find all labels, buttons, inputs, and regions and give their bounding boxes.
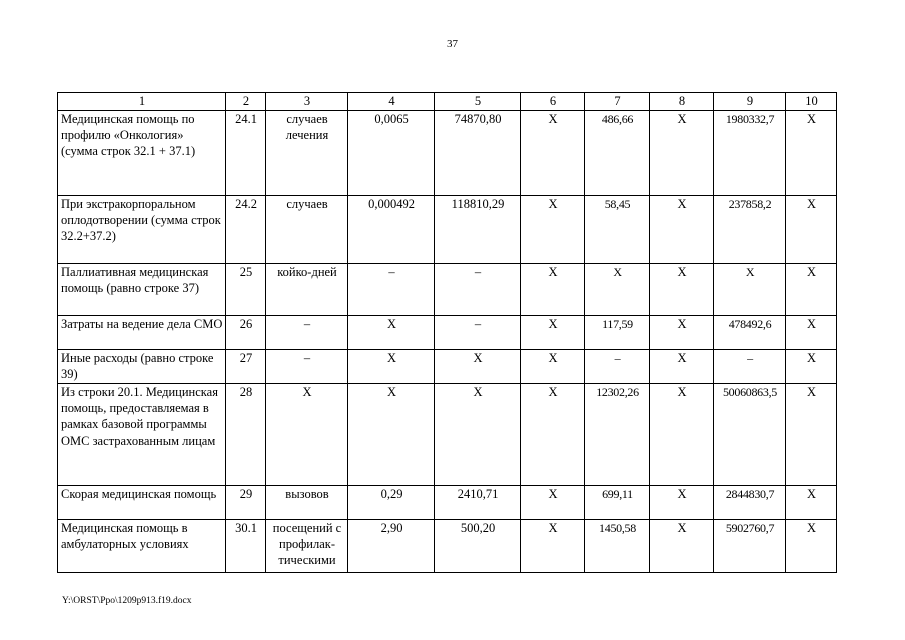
col-10-value: Х bbox=[786, 520, 837, 573]
col-7-value: 486,66 bbox=[585, 111, 650, 196]
column-header: 9 bbox=[714, 93, 786, 111]
unit: – bbox=[266, 350, 348, 384]
col-8-value: Х bbox=[650, 196, 714, 264]
col-10-value: Х bbox=[786, 316, 837, 350]
col-9-value: Х bbox=[714, 264, 786, 316]
row-code: 27 bbox=[226, 350, 266, 384]
col-8-value: Х bbox=[650, 111, 714, 196]
table-row bbox=[58, 264, 837, 316]
col-5-value: 2410,71 bbox=[435, 486, 521, 520]
column-header: 7 bbox=[585, 93, 650, 111]
table-row bbox=[58, 384, 837, 486]
table-row bbox=[58, 316, 837, 350]
col-9-value: 50060863,5 bbox=[714, 384, 786, 486]
col-5-value: 74870,80 bbox=[435, 111, 521, 196]
column-header: 5 bbox=[435, 93, 521, 111]
col-4-value: Х bbox=[348, 384, 435, 486]
column-header: 2 bbox=[226, 93, 266, 111]
col-7-value: 12302,26 bbox=[585, 384, 650, 486]
col-9-value: 1980332,7 bbox=[714, 111, 786, 196]
table-row bbox=[58, 520, 837, 573]
col-9-value: 478492,6 bbox=[714, 316, 786, 350]
col-5-value: – bbox=[435, 264, 521, 316]
col-4-value: Х bbox=[348, 316, 435, 350]
unit: случаев лечения bbox=[266, 111, 348, 196]
row-code: 24.2 bbox=[226, 196, 266, 264]
row-code: 26 bbox=[226, 316, 266, 350]
col-6-value: Х bbox=[521, 486, 585, 520]
col-7-value: – bbox=[585, 350, 650, 384]
column-header: 3 bbox=[266, 93, 348, 111]
col-5-value: 500,20 bbox=[435, 520, 521, 573]
table-header-row bbox=[58, 93, 837, 111]
col-8-value: Х bbox=[650, 520, 714, 573]
col-10-value: Х bbox=[786, 111, 837, 196]
col-9-value: – bbox=[714, 350, 786, 384]
row-code: 24.1 bbox=[226, 111, 266, 196]
table-row bbox=[58, 111, 837, 196]
column-header: 4 bbox=[348, 93, 435, 111]
row-label: Скорая медицинская помощь bbox=[58, 486, 226, 520]
row-label: Иные расходы (равно строке 39) bbox=[58, 350, 226, 384]
col-4-value: – bbox=[348, 264, 435, 316]
col-6-value: Х bbox=[521, 264, 585, 316]
col-5-value: 118810,29 bbox=[435, 196, 521, 264]
col-4-value: 2,90 bbox=[348, 520, 435, 573]
col-7-value: 1450,58 bbox=[585, 520, 650, 573]
col-5-value: Х bbox=[435, 384, 521, 486]
row-label: При экстракорпоральном оплодотворении (сумма строк 32.2+37.2) bbox=[58, 196, 226, 264]
col-7-value: 699,11 bbox=[585, 486, 650, 520]
col-10-value: Х bbox=[786, 384, 837, 486]
unit: – bbox=[266, 316, 348, 350]
col-4-value: 0,000492 bbox=[348, 196, 435, 264]
col-8-value: Х bbox=[650, 316, 714, 350]
col-6-value: Х bbox=[521, 111, 585, 196]
col-9-value: 2844830,7 bbox=[714, 486, 786, 520]
row-label: Из строки 20.1. Медицинская помощь, предоставляемая в рамках базовой программы ОМС застрахованным лицам bbox=[58, 384, 226, 486]
unit: койко-дней bbox=[266, 264, 348, 316]
row-label: Паллиативная медицинская помощь (равно строке 37) bbox=[58, 264, 226, 316]
col-7-value: 117,59 bbox=[585, 316, 650, 350]
col-10-value: Х bbox=[786, 486, 837, 520]
file-path-footer: Y:\ORST\Ppo\1209p913.f19.docx bbox=[62, 596, 192, 606]
table-row bbox=[58, 486, 837, 520]
col-9-value: 237858,2 bbox=[714, 196, 786, 264]
col-4-value: Х bbox=[348, 350, 435, 384]
row-code: 28 bbox=[226, 384, 266, 486]
col-9-value: 5902760,7 bbox=[714, 520, 786, 573]
row-code: 29 bbox=[226, 486, 266, 520]
table-row bbox=[58, 350, 837, 384]
col-10-value: Х bbox=[786, 264, 837, 316]
col-8-value: Х bbox=[650, 264, 714, 316]
col-5-value: – bbox=[435, 316, 521, 350]
column-header: 10 bbox=[786, 93, 837, 111]
unit: посещений с профилак-тическими bbox=[266, 520, 348, 573]
row-code: 30.1 bbox=[226, 520, 266, 573]
table-row bbox=[58, 196, 837, 264]
col-6-value: Х bbox=[521, 520, 585, 573]
col-7-value: 58,45 bbox=[585, 196, 650, 264]
row-label: Затраты на ведение дела СМО bbox=[58, 316, 226, 350]
col-6-value: Х bbox=[521, 384, 585, 486]
col-4-value: 0,29 bbox=[348, 486, 435, 520]
row-label: Медицинская помощь по профилю «Онкология» (сумма строк 32.1 + 37.1) bbox=[58, 111, 226, 196]
data-table bbox=[57, 92, 837, 573]
page-number: 37 bbox=[447, 38, 458, 50]
col-8-value: Х bbox=[650, 384, 714, 486]
col-6-value: Х bbox=[521, 316, 585, 350]
row-code: 25 bbox=[226, 264, 266, 316]
col-4-value: 0,0065 bbox=[348, 111, 435, 196]
col-6-value: Х bbox=[521, 350, 585, 384]
unit: вызовов bbox=[266, 486, 348, 520]
col-6-value: Х bbox=[521, 196, 585, 264]
unit: случаев bbox=[266, 196, 348, 264]
column-header: 8 bbox=[650, 93, 714, 111]
column-header: 6 bbox=[521, 93, 585, 111]
col-7-value: Х bbox=[585, 264, 650, 316]
col-10-value: Х bbox=[786, 350, 837, 384]
col-8-value: Х bbox=[650, 486, 714, 520]
unit: Х bbox=[266, 384, 348, 486]
column-header: 1 bbox=[58, 93, 226, 111]
col-5-value: Х bbox=[435, 350, 521, 384]
row-label: Медицинская помощь в амбулаторных условиях bbox=[58, 520, 226, 573]
col-8-value: Х bbox=[650, 350, 714, 384]
col-10-value: Х bbox=[786, 196, 837, 264]
